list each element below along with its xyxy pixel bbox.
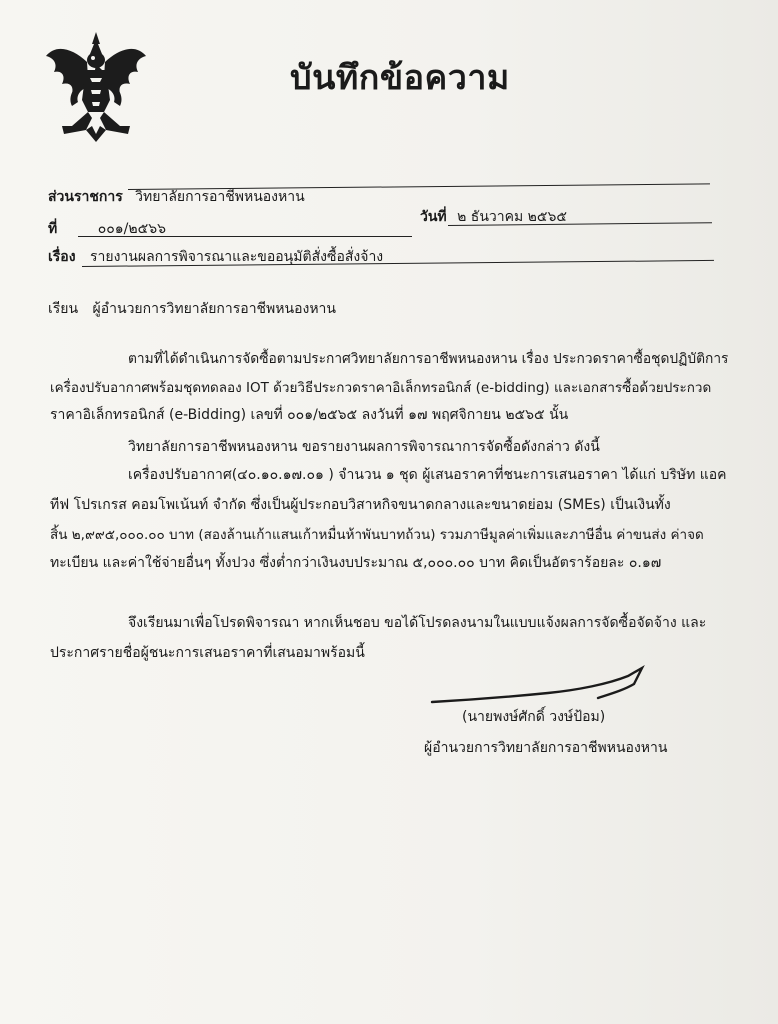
closing-line-1: จึงเรียนมาเพื่อโปรดพิจารณา หากเห็นชอบ ขอได้โปรดลงนามในแบบแจ้งผลการจัดซื้อจัดจ้าง และ	[128, 615, 707, 631]
signatory-name: (นายพงษ์ศักดิ์ วงษ์ป้อม)	[462, 709, 606, 725]
body-line-7: สิ้น ๒,๙๙๕,๐๐๐.๐๐ บาท (สองล้านเก้าแสนเก้าหมื่นห้าพันบาทถ้วน) รวมภาษีมูลค่าเพิ่มและภาษีอื่น ค่าขนส่ง ค่าจด	[50, 527, 704, 543]
ref-label: ที่	[48, 221, 58, 237]
ref-underline	[78, 236, 412, 237]
memo-title: บันทึกข้อความ	[290, 58, 510, 98]
date-value: ๒ ธันวาคม ๒๕๖๕	[457, 209, 567, 225]
to-label: เรียน	[48, 301, 79, 317]
subject-label: เรื่อง	[48, 249, 76, 265]
body-line-6: ทีฟ โปรเกรส คอมโพเน้นท์ จำกัด ซึ่งเป็นผู้ประกอบวิสาหกิจขนาดกลางและขนาดย่อม (SMEs) เป็นเงินทั้ง	[50, 497, 671, 513]
ref-value: ๐๐๑/๒๕๖๖	[97, 221, 166, 237]
to-row	[48, 298, 336, 320]
signatory-position: ผู้อำนวยการวิทยาลัยการอาชีพหนองหาน	[424, 740, 668, 756]
body-line-4: วิทยาลัยการอาชีพหนองหาน ขอรายงานผลการพิจารณาการจัดซื้อดังกล่าว ดังนี้	[128, 439, 600, 455]
agency-label: ส่วนราชการ	[48, 189, 123, 205]
garuda-emblem-icon	[42, 30, 150, 145]
body-line-2: เครื่องปรับอากาศพร้อมชุดทดลอง IOT ด้วยวิธีประกวดราคาอิเล็กทรอนิกส์ (e-bidding) และเอกสารซื้อด้วยประกวด	[50, 380, 712, 396]
to-value: ผู้อำนวยการวิทยาลัยการอาชีพหนองหาน	[92, 301, 336, 317]
date-label: วันที่	[420, 209, 447, 225]
body-line-5: เครื่องปรับอากาศ(๔๐.๑๐.๑๗.๐๑ ) จำนวน ๑ ชุด ผู้เสนอราคาที่ชนะการเสนอราคา ได้แก่ บริษัท แอค	[128, 467, 727, 483]
body-line-1: ตามที่ได้ดำเนินการจัดซื้อตามประกาศวิทยาลัยการอาชีพหนองหาน เรื่อง ประกวดราคาซื้อชุดปฏิบัติการ	[128, 351, 729, 367]
closing-line-2: ประกาศรายชื่อผู้ชนะการเสนอราคาที่เสนอมาพร้อมนี้	[50, 645, 365, 661]
body-line-8: ทะเบียน และค่าใช้จ่ายอื่นๆ ทั้งปวง ซึ่งต่ำกว่าเงินงบประมาณ ๕,๐๐๐.๐๐ บาท คิดเป็นอัตราร้อยละ ๐.๑๗	[50, 555, 662, 571]
agency-value: วิทยาลัยการอาชีพหนองหาน	[135, 189, 305, 205]
subject-value: รายงานผลการพิจารณาและขออนุมัติสั่งซื้อสั่งจ้าง	[90, 249, 384, 265]
body-line-3: ราคาอิเล็กทรอนิกส์ (e-Bidding) เลขที่ ๐๐๑/๒๕๖๕ ลงวันที่ ๑๗ พฤศจิกายน ๒๕๖๕ นั้น	[50, 407, 569, 423]
